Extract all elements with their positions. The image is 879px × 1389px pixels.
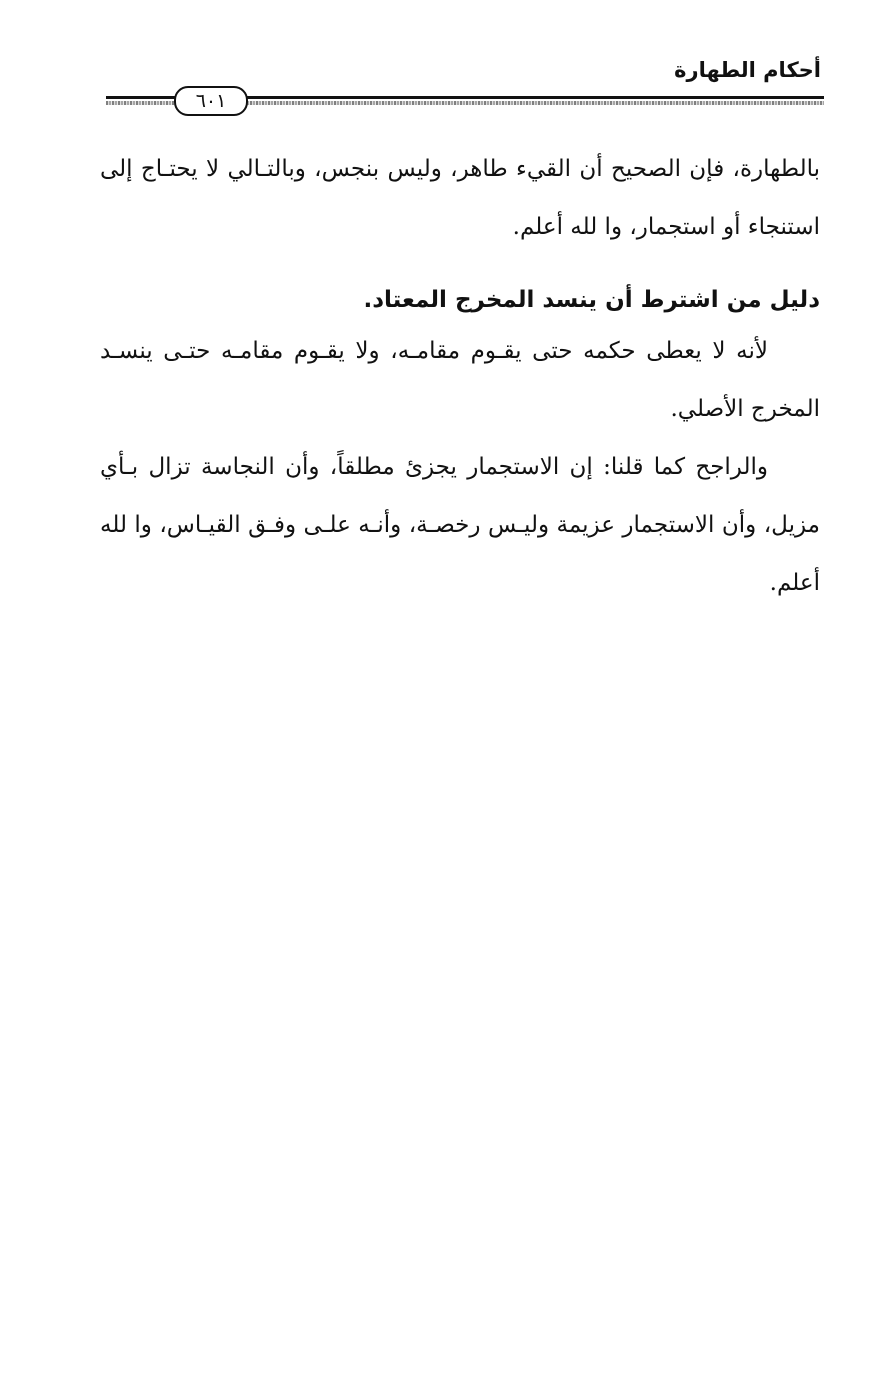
paragraph-evidence: لأنه لا يعطى حكمه حتى يقـوم مقامـه، ولا يقـوم مقامـه حتـى ينسـد المخرج الأصلي. [100,338,820,422]
running-title: أحكام الطهارة [674,58,821,82]
body-text [100,140,820,612]
paragraph-conclusion: والراجح كما قلنا: إن الاستجمار يجزئ مطلقاً، وأن النجاسة تزال بـأي مزيل، وأن الاستجمار عزيمة وليـس رخصـة، وأنـه علـى وفـق القيـاس، وا لله أعلم. [100,454,820,596]
section-heading: دليل من اشترط أن ينسد المخرج المعتاد. [363,287,820,313]
page-number [174,86,248,116]
page-number-text: ٦٠١ [195,89,227,112]
paragraph-continuation: بالطهارة، فإن الصحيح أن القيء طاهر، وليس بنجس، وبالتـالي لا يحتـاج إلى استنجاء أو استجمار، وا لله أعلم. [100,156,820,240]
